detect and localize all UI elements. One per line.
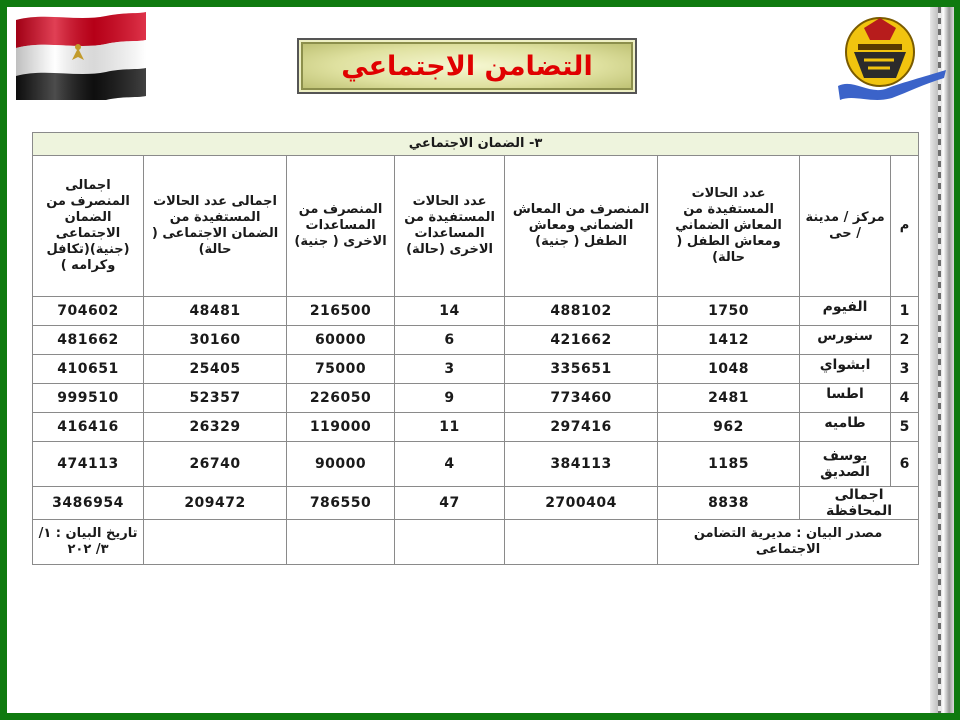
- cell-pension-cases: 1048: [658, 355, 800, 384]
- table-caption: ٣- الضمان الاجتماعي: [33, 133, 919, 156]
- cell-other-spent: 216500: [287, 297, 395, 326]
- column-header-total-cases: اجمالى عدد الحالات المستفيدة من الضمان الاجتماعى ( حالة): [144, 156, 287, 297]
- column-header-pension-spent: المنصرف من المعاش الضماني ومعاش الطفل ( جنية): [505, 156, 658, 297]
- row-index: 4: [891, 384, 919, 413]
- total-total-cases: 209472: [144, 487, 287, 520]
- cell-other-spent: 75000: [287, 355, 395, 384]
- column-header-total-spent: اجمالى المنصرف من الضمان الاجتماعى (جنية)(تكافل وكرامه ): [33, 156, 144, 297]
- social-security-table: [32, 132, 919, 565]
- cell-pension-spent: 488102: [505, 297, 658, 326]
- column-header-index: م: [891, 156, 919, 297]
- cell-other-cases: 6: [395, 326, 505, 355]
- table-row: [33, 413, 919, 442]
- row-index: 6: [891, 442, 919, 487]
- cell-pension-spent: 335651: [505, 355, 658, 384]
- cell-total-cases: 48481: [144, 297, 287, 326]
- cell-other-cases: 9: [395, 384, 505, 413]
- data-source: مصدر البيان : مديرية التضامن الاجتماعى: [658, 520, 919, 565]
- cell-other-spent: 119000: [287, 413, 395, 442]
- governorate-logo-icon: [834, 8, 948, 106]
- row-district: اطسا: [800, 384, 891, 413]
- header-row: [33, 156, 919, 297]
- cell-pension-cases: 962: [658, 413, 800, 442]
- cell-total-cases: 52357: [144, 384, 287, 413]
- cell-pension-cases: 1185: [658, 442, 800, 487]
- cell-total-cases: 26740: [144, 442, 287, 487]
- cell-other-cases: 14: [395, 297, 505, 326]
- row-index: 3: [891, 355, 919, 384]
- empty-cell: [505, 520, 658, 565]
- cell-pension-cases: 1750: [658, 297, 800, 326]
- cell-total-cases: 25405: [144, 355, 287, 384]
- social-security-table-wrapper: [32, 132, 918, 565]
- row-index: 2: [891, 326, 919, 355]
- table-row: [33, 442, 919, 487]
- cell-other-spent: 90000: [287, 442, 395, 487]
- cell-total-spent: 410651: [33, 355, 144, 384]
- cell-pension-spent: 297416: [505, 413, 658, 442]
- cell-pension-spent: 421662: [505, 326, 658, 355]
- row-district: يوسف الصديق: [800, 442, 891, 487]
- cell-total-cases: 26329: [144, 413, 287, 442]
- decorative-edge: [930, 7, 954, 713]
- column-header-other-spent: المنصرف من المساعدات الاخرى ( جنية): [287, 156, 395, 297]
- cell-total-spent: 481662: [33, 326, 144, 355]
- total-pension-spent: 2700404: [505, 487, 658, 520]
- egypt-flag-icon: [16, 12, 146, 100]
- cell-other-cases: 11: [395, 413, 505, 442]
- row-district: ابشواي: [800, 355, 891, 384]
- row-district: طاميه: [800, 413, 891, 442]
- column-header-other-cases: عدد الحالات المستفيدة من المساعدات الاخرى (حالة): [395, 156, 505, 297]
- empty-cell: [287, 520, 395, 565]
- empty-cell: [395, 520, 505, 565]
- cell-pension-spent: 384113: [505, 442, 658, 487]
- title-box: [297, 38, 637, 94]
- cell-total-spent: 416416: [33, 413, 144, 442]
- column-header-district: مركز / مدينة / حى: [800, 156, 891, 297]
- total-other-spent: 786550: [287, 487, 395, 520]
- footer-row: [33, 520, 919, 565]
- row-district: سنورس: [800, 326, 891, 355]
- table-row: [33, 297, 919, 326]
- cell-other-spent: 226050: [287, 384, 395, 413]
- cell-total-spent: 474113: [33, 442, 144, 487]
- total-label: اجمالى المحافظة: [800, 487, 919, 520]
- row-index: 1: [891, 297, 919, 326]
- table-row: [33, 355, 919, 384]
- cell-other-cases: 4: [395, 442, 505, 487]
- empty-cell: [144, 520, 287, 565]
- total-other-cases: 47: [395, 487, 505, 520]
- row-index: 5: [891, 413, 919, 442]
- table-row: [33, 384, 919, 413]
- caption-row: [33, 133, 919, 156]
- cell-pension-cases: 2481: [658, 384, 800, 413]
- cell-total-spent: 704602: [33, 297, 144, 326]
- cell-total-cases: 30160: [144, 326, 287, 355]
- cell-other-spent: 60000: [287, 326, 395, 355]
- page-title: التضامن الاجتماعي: [341, 50, 593, 82]
- cell-other-cases: 3: [395, 355, 505, 384]
- total-row: [33, 487, 919, 520]
- total-total-spent: 3486954: [33, 487, 144, 520]
- data-date: تاريخ البيان : ١/ ٣/ ٢٠٢: [33, 520, 144, 565]
- table-row: [33, 326, 919, 355]
- cell-pension-spent: 773460: [505, 384, 658, 413]
- cell-pension-cases: 1412: [658, 326, 800, 355]
- row-district: الفيوم: [800, 297, 891, 326]
- cell-total-spent: 999510: [33, 384, 144, 413]
- column-header-pension-cases: عدد الحالات المستفيدة من المعاش الضماني ومعاش الطفل ( حالة): [658, 156, 800, 297]
- total-pension-cases: 8838: [658, 487, 800, 520]
